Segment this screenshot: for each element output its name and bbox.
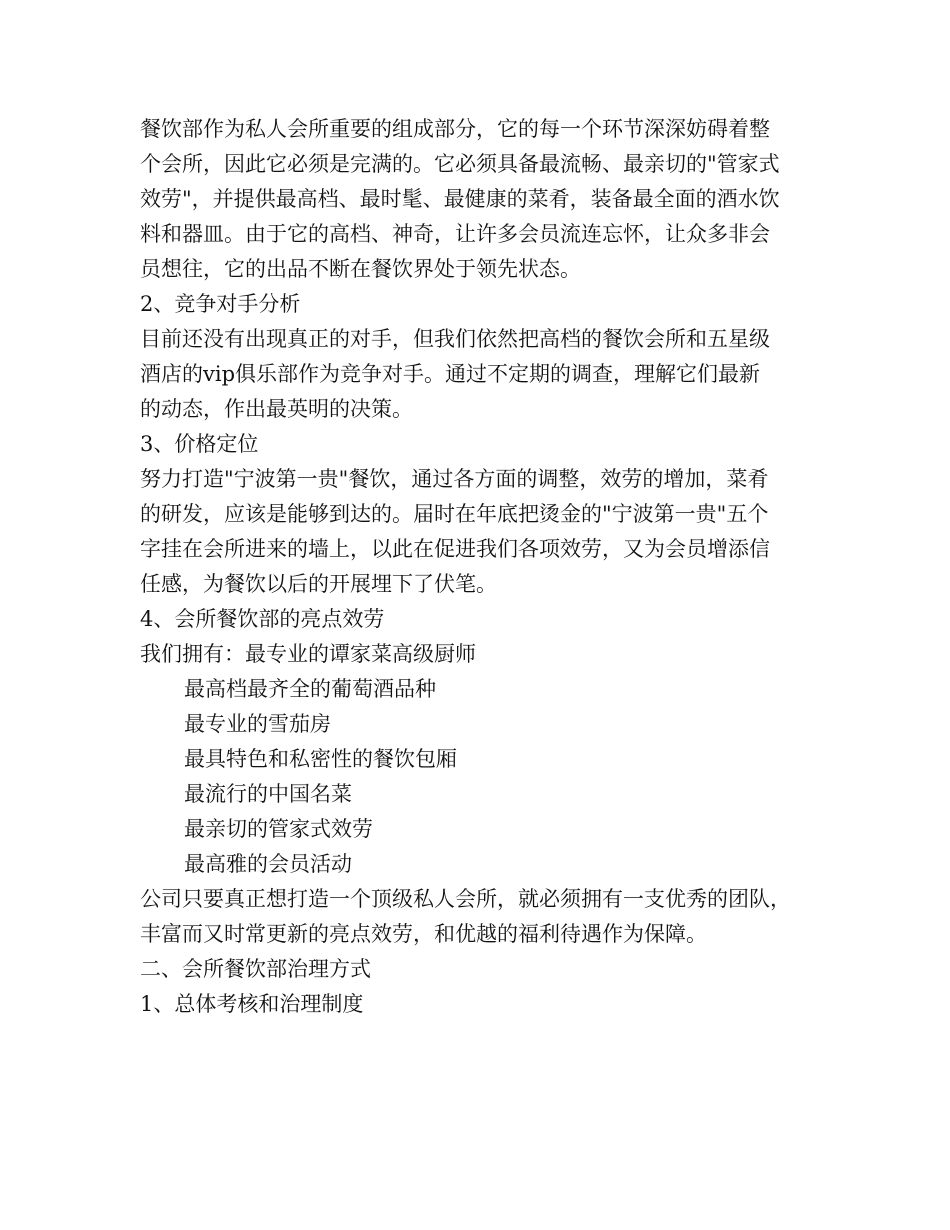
highlight-list	[140, 672, 830, 882]
text-line: 丰富而又时常更新的亮点效劳，和优越的福利待遇作为保障。	[140, 922, 707, 946]
list-item: 最具特色和私密性的餐饮包厢	[184, 747, 457, 771]
text-line: 公司只要真正想打造一个顶级私人会所，就必须拥有一支优秀的团队，	[140, 887, 791, 911]
text-line: 酒店的vip俱乐部作为竞争对手。通过不定期的调查，理解它们最新	[140, 362, 761, 386]
text-line: 员想往，它的出品不断在餐饮界处于领先状态。	[140, 257, 581, 281]
text-line: 任感，为餐饮以后的开展埋下了伏笔。	[140, 572, 497, 596]
paragraph-dining-overview	[140, 112, 830, 287]
list-item: 最专业的雪茄房	[184, 712, 331, 736]
list-intro: 我们拥有：最专业的谭家菜高级厨师	[140, 642, 476, 666]
document-body	[140, 112, 830, 1022]
heading-highlight-services: 4、会所餐饮部的亮点效劳	[140, 607, 385, 631]
list-item: 最高档最齐全的葡萄酒品种	[184, 677, 436, 701]
text-line: 的研发，应该是能够到达的。届时在年底把烫金的"宁波第一贵"五个	[140, 502, 769, 526]
heading-management-method: 二、会所餐饮部治理方式	[140, 957, 371, 981]
heading-competitor-analysis: 2、竞争对手分析	[140, 292, 301, 316]
text-line: 效劳"，并提供最高档、最时髦、最健康的菜肴，装备最全面的酒水饮	[140, 187, 780, 211]
list-item: 最亲切的管家式效劳	[184, 817, 373, 841]
list-item: 最高雅的会员活动	[184, 852, 352, 876]
text-line: 努力打造"宁波第一贵"餐饮，通过各方面的调整，效劳的增加，菜肴	[140, 467, 769, 491]
text-line: 字挂在会所进来的墙上，以此在促进我们各项效劳，又为会员增添信	[140, 537, 770, 561]
heading-price-positioning: 3、价格定位	[140, 432, 259, 456]
text-line: 料和器皿。由于它的高档、神奇，让许多会员流连忘怀，让众多非会	[140, 222, 770, 246]
text-line: 的动态，作出最英明的决策。	[140, 397, 413, 421]
text-line: 目前还没有出现真正的对手，但我们依然把高档的餐饮会所和五星级	[140, 327, 770, 351]
heading-assessment-system: 1、总体考核和治理制度	[140, 992, 364, 1016]
text-line: 个会所，因此它必须是完满的。它必须具备最流畅、最亲切的"管家式	[140, 152, 780, 176]
list-item: 最流行的中国名菜	[184, 782, 352, 806]
paragraph-pricing	[140, 462, 830, 602]
paragraph-team	[140, 882, 830, 952]
paragraph-competitors	[140, 322, 830, 427]
text-line: 餐饮部作为私人会所重要的组成部分，它的每一个环节深深妨碍着整	[140, 117, 770, 141]
